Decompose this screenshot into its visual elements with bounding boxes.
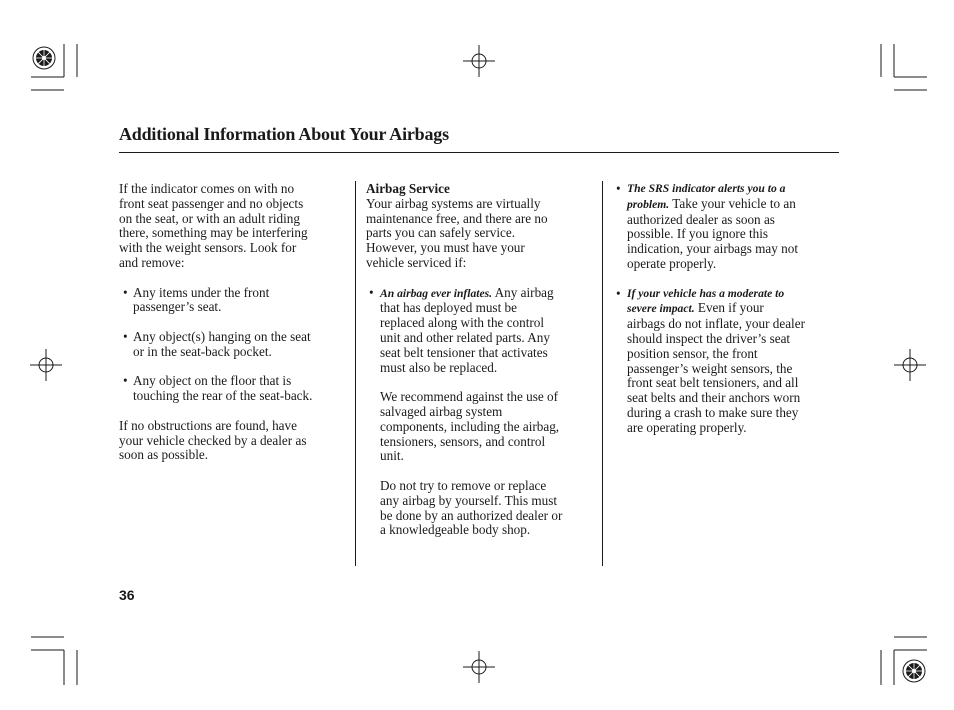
column-divider xyxy=(602,181,603,566)
column-divider xyxy=(355,181,356,566)
list-item: • If your vehicle has a moderate to severe impact. Even if your airbags do not inflate, your dealer should inspect the driver’s seat position sensor, the front passenger’s weight sensors, the front seat belt tensioners, and all seat belts and their anchors worn during a crash to make sure they are operating properly. xyxy=(616,285,805,435)
paragraph: Do not try to remove or replace any airbag by yourself. This must be done by an authorized dealer or a knowledgeable body shop. xyxy=(380,477,563,538)
list-item: • The SRS indicator alerts you to a problem. Take your vehicle to an authorized dealer as soon as possible. If you ignore this indication, your airbags may not operate properly. xyxy=(616,181,799,271)
title-rule xyxy=(119,152,839,153)
list-item: • Any object on the floor that is touching the rear of the seat-back. xyxy=(123,373,313,404)
intro-paragraph: If the indicator comes on with no front seat passenger and no objects on the seat, or with an adult riding there, something may be interfering with the weight sensors. Look for and remove: xyxy=(119,181,308,270)
page-title: Additional Information About Your Airbags xyxy=(119,124,449,144)
registration-target-icon xyxy=(903,660,925,682)
column-1 xyxy=(119,182,351,463)
paragraph: We recommend against the use of salvaged airbag system components, including the airbag, tensioners, sensors, and control unit. xyxy=(380,389,560,464)
list-item: • Any items under the front passenger’s seat. xyxy=(123,284,270,315)
column-2 xyxy=(366,182,598,538)
column-3 xyxy=(613,182,839,436)
registration-target-icon xyxy=(33,47,55,69)
closing-paragraph: If no obstructions are found, have your vehicle checked by a dealer as soon as possible. xyxy=(119,417,307,463)
list-item: • Any object(s) hanging on the seat or in the seat-back pocket. xyxy=(123,328,311,359)
page-number: 36 xyxy=(119,587,135,603)
list-item: • An airbag ever inflates. Any airbag that has deployed must be replaced along with the control unit and other related parts. Any seat belt tensioner that activates must also be replaced. xyxy=(369,284,554,375)
section-heading: Airbag Service xyxy=(366,181,450,196)
intro-paragraph: Your airbag systems are virtually maintenance free, and there are no parts you can safely service. However, you must have your vehicle serviced if: xyxy=(366,195,548,270)
